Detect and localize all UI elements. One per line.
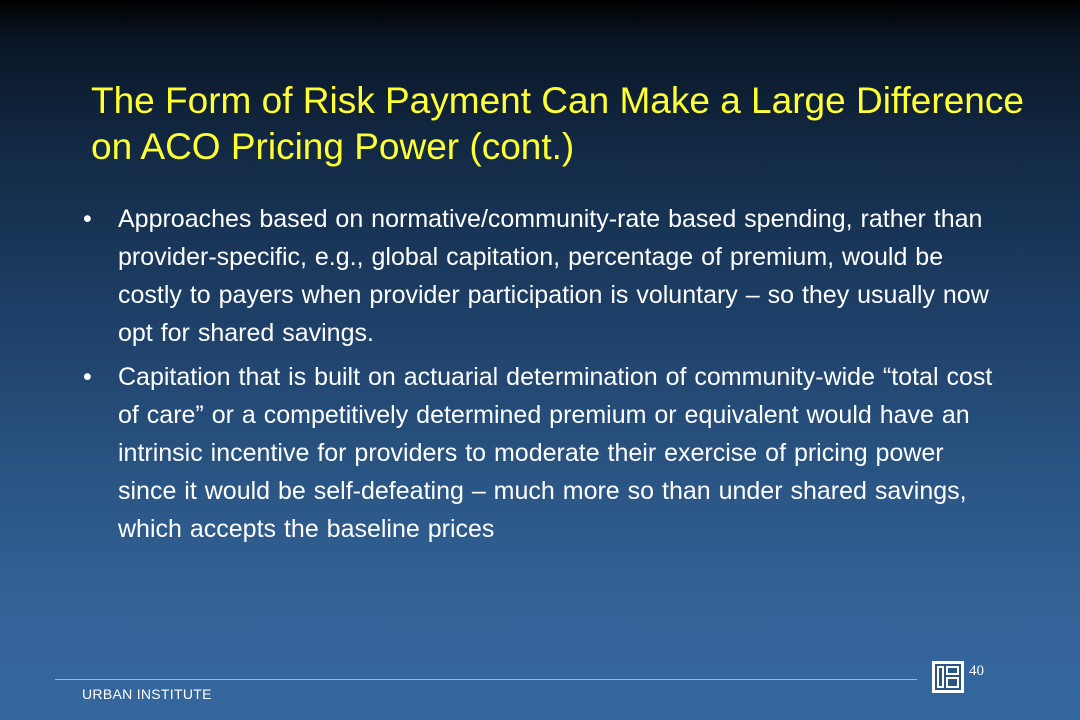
footer-divider xyxy=(55,679,917,680)
bullet-item xyxy=(80,358,1000,548)
page-number: 40 xyxy=(969,663,984,679)
bullet-marker: • xyxy=(83,205,92,233)
bullet-marker: • xyxy=(83,363,92,391)
bullet-item xyxy=(80,200,1000,352)
bullet-text: Capitation that is built on actuarial determination of community-wide “total cost of care” or a competitively determined premium or equivalent would have an intrinsic incentive for providers to moderate their exercise of pricing power since it would be self-defeating – much more so than under shared savings, which accepts the baseline prices xyxy=(118,363,993,543)
slide-title: The Form of Risk Payment Can Make a Large Difference on ACO Pricing Power (cont.) xyxy=(91,80,1024,167)
urban-institute-logo-icon xyxy=(932,661,964,693)
bullet-list xyxy=(80,200,1000,554)
bullet-text: Approaches based on normative/community-rate based spending, rather than provider-specific, e.g., global capitation, percentage of premium, would be costly to payers when provider participation is voluntary – so they usually now opt for shared savings. xyxy=(118,205,989,347)
footer-organization: URBAN INSTITUTE xyxy=(82,686,212,702)
